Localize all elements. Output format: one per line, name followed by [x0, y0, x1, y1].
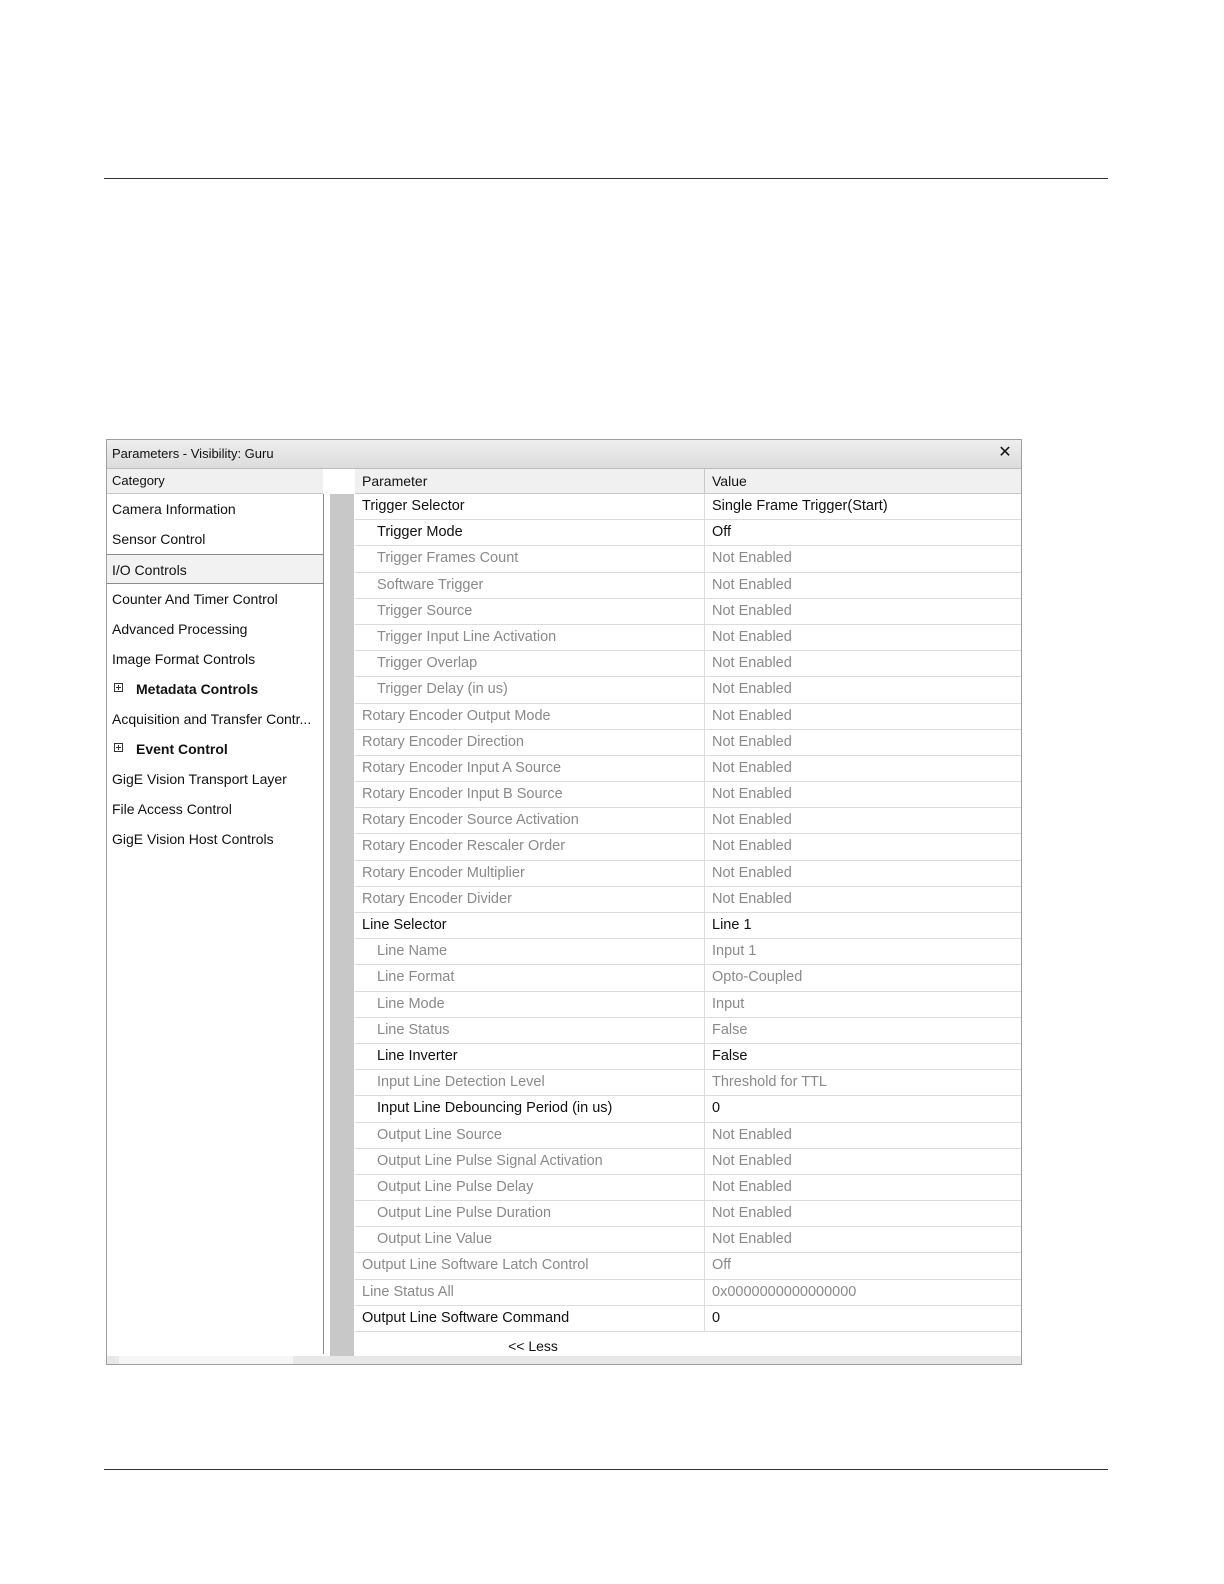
grid-row[interactable]: Output Line Pulse Signal Activation Not Enabled: [355, 1149, 1021, 1175]
grid-row[interactable]: Line Format Opto-Coupled: [355, 965, 1021, 991]
grid-row[interactable]: Line Name Input 1: [355, 939, 1021, 965]
category-item-sensor-control[interactable]: Sensor Control: [112, 531, 206, 547]
value-column-header: Value: [712, 473, 747, 489]
category-header: [107, 469, 323, 494]
grid-row[interactable]: Rotary Encoder Direction Not Enabled: [355, 730, 1021, 756]
grid-row[interactable]: Rotary Encoder Multiplier Not Enabled: [355, 861, 1021, 887]
category-item-advanced-processing[interactable]: Advanced Processing: [112, 621, 248, 637]
grid-row[interactable]: Output Line Pulse Duration Not Enabled: [355, 1201, 1021, 1227]
category-item-io-controls[interactable]: I/O Controls: [107, 554, 323, 584]
grid-row[interactable]: Line Selector Line 1: [355, 913, 1021, 939]
category-item-gige-vision-host-controls[interactable]: GigE Vision Host Controls: [112, 831, 274, 847]
grid-row[interactable]: Line Status False: [355, 1018, 1021, 1044]
window-title: Parameters - Visibility: Guru: [112, 446, 274, 461]
top-rule: [104, 178, 1108, 179]
grid-row[interactable]: Rotary Encoder Source Activation Not Enabled: [355, 808, 1021, 834]
category-item-gige-vision-transport-layer[interactable]: GigE Vision Transport Layer: [112, 771, 287, 787]
grid-row[interactable]: Trigger Frames Count Not Enabled: [355, 546, 1021, 572]
grid-row[interactable]: Rotary Encoder Divider Not Enabled: [355, 887, 1021, 913]
grid-row[interactable]: Trigger Input Line Activation Not Enabled: [355, 625, 1021, 651]
grid-row[interactable]: Output Line Source Not Enabled: [355, 1123, 1021, 1149]
scrollbar-thumb[interactable]: [119, 1356, 293, 1364]
grid-row[interactable]: Rotary Encoder Output Mode Not Enabled: [355, 704, 1021, 730]
grid-row[interactable]: Line Mode Input: [355, 992, 1021, 1018]
category-item-acquisition-and-transfer[interactable]: Acquisition and Transfer Contr...: [112, 711, 312, 727]
category-item-metadata-controls[interactable]: Metadata Controls: [107, 674, 323, 704]
category-item-file-access-control[interactable]: File Access Control: [112, 801, 232, 817]
category-panel: [107, 494, 324, 1354]
grid-row[interactable]: Input Line Debouncing Period (in us) 0: [355, 1096, 1021, 1122]
less-button[interactable]: [355, 1334, 711, 1356]
grid-row[interactable]: Output Line Value Not Enabled: [355, 1227, 1021, 1253]
close-icon[interactable]: ✕: [998, 444, 1012, 461]
category-item-event-control[interactable]: Event Control: [107, 734, 323, 764]
horizontal-scrollbar[interactable]: [107, 1356, 1021, 1364]
bottom-rule: [104, 1469, 1108, 1470]
grid-row[interactable]: Output Line Software Latch Control Off: [355, 1253, 1021, 1279]
parameter-grid: [355, 494, 1021, 1332]
grid-row[interactable]: Output Line Software Command 0: [355, 1306, 1021, 1332]
expand-plus-icon[interactable]: [114, 743, 123, 752]
grid-row[interactable]: Rotary Encoder Input A Source Not Enabled: [355, 756, 1021, 782]
title-bar[interactable]: [107, 440, 1021, 469]
grid-gutter: [330, 494, 354, 1356]
category-item-camera-information[interactable]: Camera Information: [112, 501, 236, 517]
category-item-counter-and-timer-control[interactable]: Counter And Timer Control: [112, 591, 278, 607]
grid-row[interactable]: Line Inverter False: [355, 1044, 1021, 1070]
parameters-window: [106, 439, 1022, 1365]
grid-row[interactable]: Trigger Selector Single Frame Trigger(Start): [355, 494, 1021, 520]
grid-row[interactable]: Trigger Delay (in us) Not Enabled: [355, 677, 1021, 703]
grid-row[interactable]: Trigger Mode Off: [355, 520, 1021, 546]
grid-row[interactable]: Trigger Source Not Enabled: [355, 599, 1021, 625]
less-button-label: << Less: [508, 1338, 558, 1354]
category-item-image-format-controls[interactable]: Image Format Controls: [112, 651, 256, 667]
column-separator[interactable]: [704, 469, 705, 493]
grid-row[interactable]: Input Line Detection Level Threshold for TTL: [355, 1070, 1021, 1096]
category-header-label: Category: [112, 473, 165, 488]
grid-row[interactable]: Line Status All 0x0000000000000000: [355, 1280, 1021, 1306]
grid-header: [355, 469, 1021, 494]
grid-row[interactable]: Rotary Encoder Rescaler Order Not Enabled: [355, 834, 1021, 860]
grid-row[interactable]: Rotary Encoder Input B Source Not Enabled: [355, 782, 1021, 808]
grid-row[interactable]: Output Line Pulse Delay Not Enabled: [355, 1175, 1021, 1201]
grid-row[interactable]: Software Trigger Not Enabled: [355, 573, 1021, 599]
expand-plus-icon[interactable]: [114, 683, 123, 692]
grid-row[interactable]: Trigger Overlap Not Enabled: [355, 651, 1021, 677]
parameter-column-header: Parameter: [362, 473, 428, 489]
